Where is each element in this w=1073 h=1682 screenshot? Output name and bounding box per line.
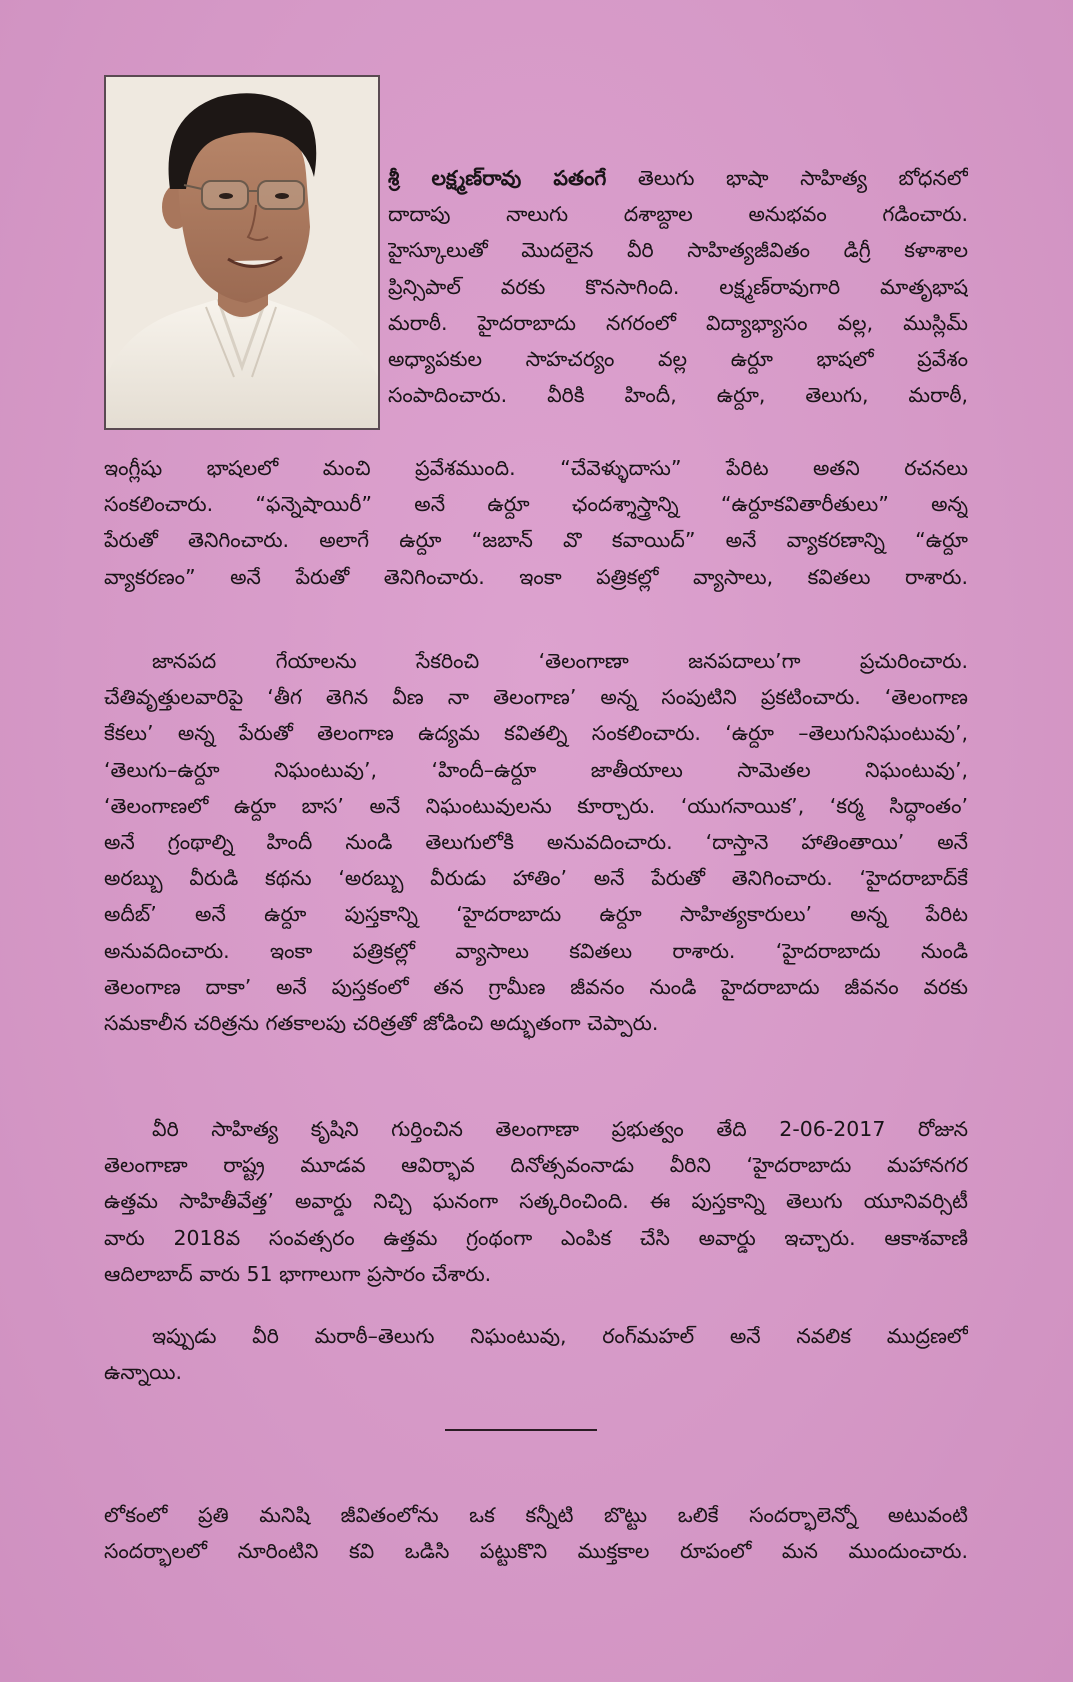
paragraph-works <box>104 643 968 1041</box>
works-line-3: కేకలు’ అన్న పేరుతో తెలంగాణ ఉద్యమ కవితల్ని సంకలించారు. ‘ఉర్దూ –తెలుగునిఘంటువు’, <box>104 721 968 746</box>
bio-intro-line-4: ప్రిన్సిపాల్ వరకు కొనసాగింది. లక్ష్మణ్‌రావుగారి మాతృభాష <box>388 274 968 299</box>
awards-line-2: తెలంగాణా రాష్ట్ర మూడవ ఆవిర్భావ దినోత్సవంనాడు వీరిని ‘హైదరాబాదు మహానగర <box>104 1153 968 1178</box>
bio-line-11: వ్యాకరణం” అనే పేరుతో తెనిగించారు. ఇంకా పత్రికల్లో వ్యాసాలు, కవితలు రాశారు. <box>104 564 968 589</box>
works-line-5: ‘తెలంగాణలో ఉర్దూ బాస’ అనే నిఘంటువులను కూర్చారు. ‘యుగనాయిక’, ‘కర్మ సిద్ధాంతం’ <box>104 793 968 818</box>
upcoming-line-2: ఉన్నాయి. <box>104 1360 183 1385</box>
works-line-10: తెలంగాణ దాకా’ అనే పుస్తకంలో తన గ్రామీణ జీవనం నుండి హైదరాబాదు జీవనం వరకు <box>104 974 968 999</box>
awards-line-5: ఆదిలాబాద్ వారు 51 భాగాలుగా ప్రసారం చేశారు. <box>104 1261 492 1286</box>
bio-intro-line-1: శ్రీ లక్ష్మణ్‌రావు పతంగే తెలుగు భాషా సాహిత్య బోధనలో <box>388 166 968 190</box>
works-line-1: జానపద గేయాలను సేకరించి ‘తెలంగాణా జనపదాలు’గా ప్రచురించారు. <box>152 649 968 673</box>
author-photo <box>104 75 380 430</box>
works-line-8: అదీబ్’ అనే ఉర్దూ పుస్తకాన్ని ‘హైదరాబాదు ఉర్దూ సాహిత్యకారులు’ అన్న పేరిట <box>104 902 968 927</box>
author-portrait-image <box>106 77 378 428</box>
works-line-7: అరబ్బు వీరుడి కథను ‘అరబ్బు వీరుడు హాతిం’ అనే పేరుతో తెనిగించారు. ‘హైదరాబాద్‌కే <box>104 866 968 891</box>
awards-line-3: ఉత్తమ సాహితీవేత్త’ అవార్డు నిచ్చి ఘనంగా సత్కరించింది. ఈ పుస్తకాన్ని తెలుగు యూనివర్సిటీ <box>104 1189 968 1214</box>
section-divider <box>445 1429 597 1431</box>
paragraph-awards <box>104 1111 968 1292</box>
bio-intro-line-7: సంపాదించారు. వీరికి హిందీ, ఉర్దూ, తెలుగు, మరాఠీ, <box>388 383 968 408</box>
closing-note <box>104 1497 968 1569</box>
bio-intro <box>388 160 968 413</box>
works-line-11: సమకాలీన చరిత్రను గతకాలపు చరిత్రతో జోడించి అద్భుతంగా చెప్పారు. <box>104 1010 659 1035</box>
author-name: శ్రీ లక్ష్మణ్‌రావు పతంగే <box>388 166 607 190</box>
bio-line-8: ఇంగ్లీషు భాషలలో మంచి ప్రవేశముంది. “చేవెళ్ళుదాసు” పేరిట అతని రచనలు <box>104 456 968 480</box>
works-line-9: అనువదించారు. ఇంకా పత్రికల్లో వ్యాసాలు కవితలు రాశారు. ‘హైదరాబాదు నుండి <box>104 938 968 963</box>
awards-line-4: వారు 2018వ సంవత్సరం ఉత్తమ గ్రంథంగా ఎంపిక చేసి అవార్డు ఇచ్చారు. ఆకాశవాణి <box>104 1225 968 1250</box>
bio-line-10: పేరుతో తెనిగించారు. అలాగే ఉర్దూ “జబాన్ వొ కవాయిద్” అనే వ్యాకరణాన్ని “ఉర్దూ <box>104 528 968 553</box>
upcoming-line-1: ఇప్పుడు వీరి మరాఠీ–తెలుగు నిఘంటువు, రంగ్‌మహల్ అనే నవలిక ముద్రణలో <box>152 1324 968 1348</box>
bio-continued <box>104 450 968 595</box>
works-line-6: అనే గ్రంథాల్ని హిందీ నుండి తెలుగులోకి అనువదించారు. ‘దాస్తానె హాతింతాయి’ అనే <box>104 829 968 854</box>
bio-line-9: సంకలించారు. “ఫన్నెషాయిరీ” అనే ఉర్దూ ఛందశ్శాస్త్రాన్ని “ఉర్దూకవితారీతులు” అన్న <box>104 492 968 517</box>
bio-intro-line-5: మరాఠీ. హైదరాబాదు నగరంలో విద్యాభ్యాసం వల్ల, ముస్లిమ్ <box>388 310 968 335</box>
bio-intro-line-2: దాదాపు నాలుగు దశాబ్దాల అనుభవం గడించారు. <box>388 202 968 227</box>
awards-line-1: వీరి సాహిత్య కృషిని గుర్తించిన తెలంగాణా ప్రభుత్వం తేది 2-06-2017 రోజున <box>152 1117 968 1141</box>
closing-line-2: సందర్భాలలో నూరింటిని కవి ఒడిసి పట్టుకొని ముక్తకాల రూపంలో మన ముందుంచారు. <box>104 1539 968 1564</box>
bio-intro-line-3: హైస్కూలుతో మొదలైన వీరి సాహిత్యజీవితం డిగ్రీ కళాశాల <box>388 238 968 263</box>
bio-intro-line-6: అధ్యాపకుల సాహచర్యం వల్ల ఉర్దూ భాషలో ప్రవేశం <box>388 346 968 371</box>
paragraph-upcoming <box>104 1318 968 1390</box>
closing-line-1: లోకంలో ప్రతి మనిషి జీవితంలోను ఒక కన్నీటి బొట్టు ఒలికే సందర్భాలెన్నో అటువంటి <box>104 1503 968 1527</box>
works-line-2: చేతివృత్తులవారిపై ‘తీగ తెగిన వీణ నా తెలంగాణ’ అన్న సంపుటిని ప్రకటించారు. ‘తెలంగాణ <box>104 685 968 710</box>
works-line-4: ‘తెలుగు–ఉర్దూ నిఘంటువు’, ‘హిందీ–ఉర్దూ జాతీయాలు సామెతల నిఘంటువు’, <box>104 757 968 782</box>
